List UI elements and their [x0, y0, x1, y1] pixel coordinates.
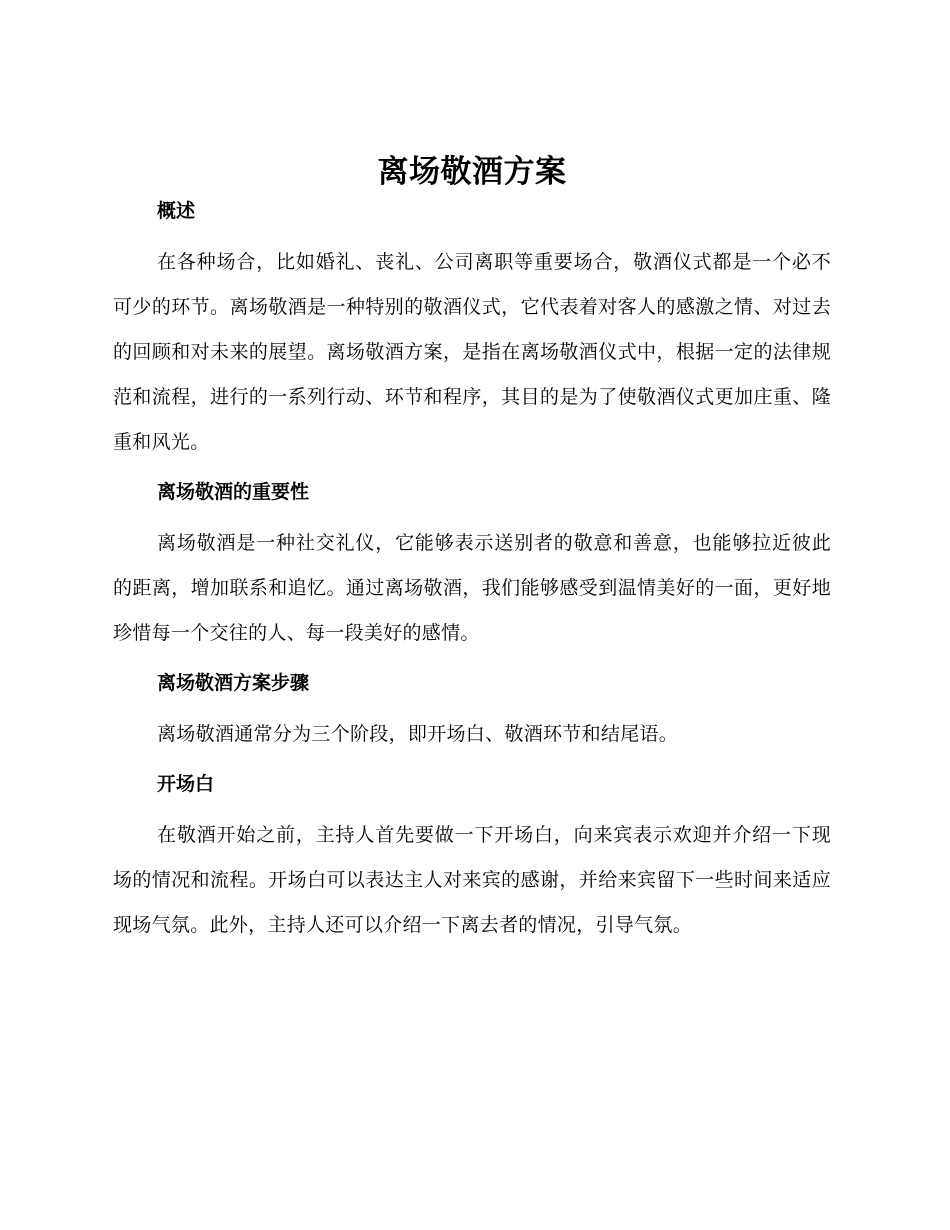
document-body	[113, 150, 831, 948]
section-heading: 开场白	[157, 773, 215, 795]
section-paragraph: 在各种场合，比如婚礼、丧礼、公司离职等重要场合，敬酒仪式都是一个必不可少的环节。离场敬酒是一种特别的敬酒仪式，它代表着对客人的感激之情、对过去的回顾和对未来的展望。离场敬酒方案，是指在离场敬酒仪式中，根据一定的法律规范和流程，进行的一系列行动、环节和程序，其目的是为了使敬酒仪式更加庄重、隆重和风光。	[113, 251, 831, 453]
section-importance	[113, 478, 831, 669]
document-title: 离场敬酒方案	[377, 154, 567, 190]
section-paragraph: 离场敬酒是一种社交礼仪，它能够表示送别者的敬意和善意，也能够拉近彼此的距离，增加联系和追忆。通过离场敬酒，我们能够感受到温情美好的一面，更好地珍惜每一个交往的人、每一段美好的感情。	[113, 532, 831, 644]
section-heading: 离场敬酒方案步骤	[157, 672, 310, 694]
section-overview	[113, 197, 831, 478]
section-opening-remarks	[113, 770, 831, 948]
section-paragraph: 离场敬酒通常分为三个阶段，即开场白、敬酒环节和结尾语。	[157, 723, 679, 745]
section-heading: 概述	[157, 200, 196, 222]
section-heading: 离场敬酒的重要性	[157, 481, 310, 503]
section-steps	[113, 669, 831, 770]
section-paragraph: 在敬酒开始之前，主持人首先要做一下开场白，向来宾表示欢迎并介绍一下现场的情况和流程。开场白可以表达主人对来宾的感谢，并给来宾留下一些时间来适应现场气氛。此外，主持人还可以介绍一下离去者的情况，引导气氛。	[113, 824, 831, 936]
